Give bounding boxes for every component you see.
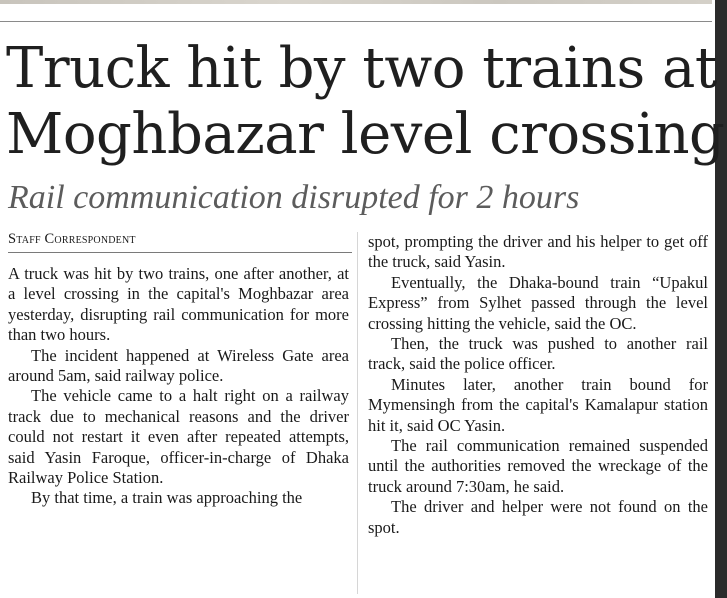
paragraph-continued: spot, prompting the driver and his helper to get off the truck, said Yasin. <box>368 232 708 272</box>
paragraph: Minutes later, another train bound for Mymensingh from the capital's Kamalapur station hit it, said OC Yasin. <box>368 374 708 435</box>
paragraph: A truck was hit by two trains, one after another, at a level crossing in the capital's Moghbazar area yesterday, disrupting rail communication for more than two hours. <box>8 264 349 345</box>
paragraph: Then, the truck was pushed to another rail track, said the police officer. <box>368 334 708 374</box>
headline-line-1: Truck hit by two trains at <box>6 36 717 101</box>
paragraph: The vehicle came to a halt right on a railway track due to mechanical reasons and the driver could not restart it even after repeated attempts, said Yasin Faroque, officer-in-charge of Dhaka Railway Police Station. <box>8 386 349 488</box>
paragraph: Eventually, the Dhaka-bound train “Upakul Express” from Sylhet passed through the level crossing hitting the vehicle, said the OC. <box>368 272 708 333</box>
subheadline: Rail communication disrupted for 2 hours <box>8 179 580 216</box>
article-column-left <box>8 264 349 509</box>
paragraph: The driver and helper were not found on the spot. <box>368 497 708 537</box>
article-column-right <box>368 232 708 538</box>
paragraph: The rail communication remained suspended until the authorities removed the wreckage of the truck around 7:30am, he said. <box>368 436 708 496</box>
column-divider <box>357 232 358 594</box>
byline: Staff Correspondent <box>8 231 352 253</box>
top-divider <box>0 21 712 22</box>
paragraph: By that time, a train was approaching the <box>31 488 303 508</box>
headline-line-2: Moghbazar level crossing <box>6 102 725 167</box>
headline <box>6 36 724 168</box>
top-photo-edge <box>0 0 712 4</box>
paragraph: The incident happened at Wireless Gate area around 5am, said railway police. <box>8 345 349 386</box>
